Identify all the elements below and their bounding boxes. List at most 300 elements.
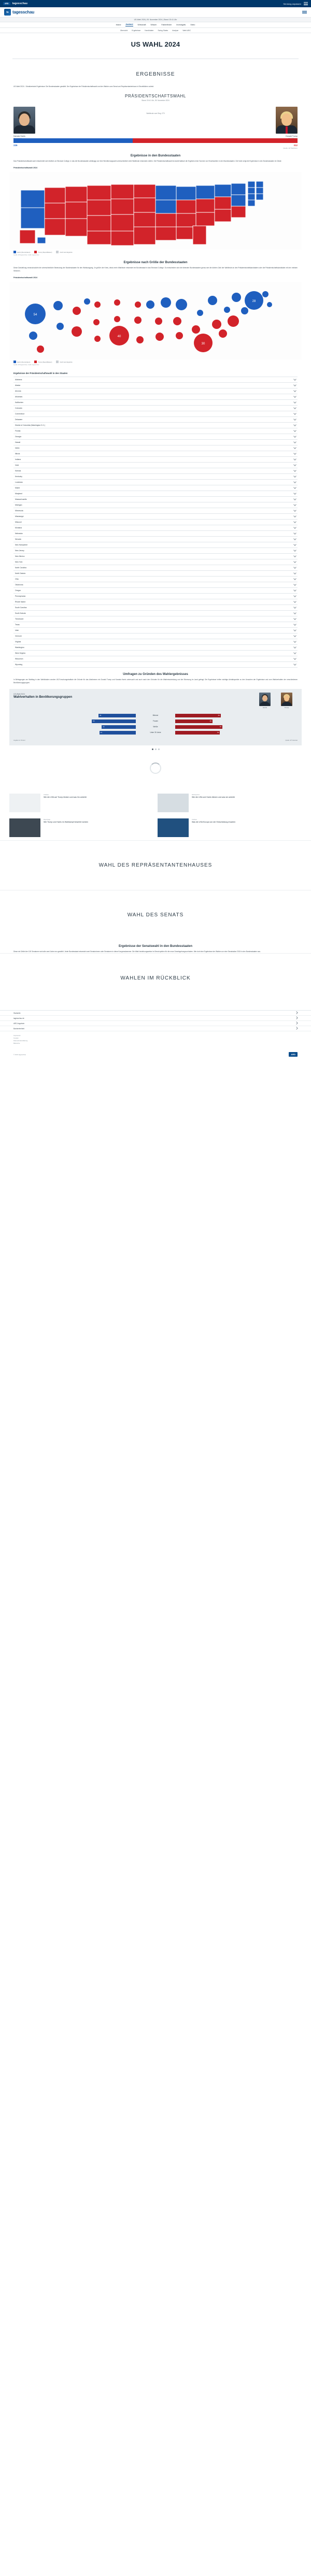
teaser-thumbnail [9, 794, 40, 812]
state-name: New York [15, 561, 23, 564]
state-accordion-item[interactable] [13, 463, 298, 468]
legend-pending-bubble: Noch kein Ergebnis [56, 361, 72, 363]
senate-heading: WAHL DES SENATS [127, 912, 184, 918]
nav-item-ausland[interactable]: Ausland [125, 23, 133, 25]
state-accordion-item[interactable] [13, 388, 298, 394]
state-accordion-item[interactable] [13, 582, 298, 588]
footer-item-ard-angebote[interactable] [0, 1021, 311, 1026]
state-accordion-item[interactable] [13, 377, 298, 383]
state-name: Louisiana [15, 481, 23, 484]
us-map-svg [9, 172, 302, 250]
trump-portrait [276, 107, 298, 134]
state-name: Wyoming [15, 664, 23, 666]
subnav-item-wahl-abc[interactable]: Wahl-ABC [182, 29, 191, 32]
chevron-down-icon [293, 458, 296, 461]
chevron-right-icon [295, 1027, 298, 1030]
poll-bar-category: Unter 30 Jahre [150, 731, 161, 734]
candidate-duel [0, 105, 311, 139]
teaser-card[interactable] [158, 790, 302, 815]
chevron-down-icon [293, 578, 296, 581]
date-strip-text: US-Wahl 2024 | 05. November 2024 | Stand: 20:41 Uhr [134, 19, 177, 21]
chevron-down-icon [293, 412, 296, 415]
poll-text: In Befragungen am Wahltag in den Wahllokalen wurden US-Forschungsinstitute die Gründe für das Abstimmen ein Donald Trump und Kamala Harris untersucht und auch nach den Gründen für die Wahlentscheidung und die Stimmung im Land gefragt. Die Ergebnisse helfen wichtige Anhaltspunkte zu den Ursachen der Ergebnisse und zum Wahlverhalten der verschiedenen Bevölkerungsgruppen. [13, 679, 298, 684]
chevron-down-icon [293, 589, 296, 592]
state-accordion-item[interactable] [13, 542, 298, 548]
poll-bar-chart [13, 713, 298, 736]
results-heading: ERGEBNISSE [136, 71, 175, 77]
svg-text:54: 54 [33, 313, 37, 317]
header-actions [302, 11, 307, 14]
state-name: North Dakota [15, 572, 25, 575]
footer-bottom [0, 1048, 311, 1064]
state-map-section [0, 149, 311, 256]
nav-item-faktenfinder[interactable]: Faktenfinder [161, 24, 172, 26]
poll-bar-value: 54 [217, 731, 219, 734]
bubble-map-section [0, 256, 311, 366]
states-accordion [13, 377, 298, 668]
poll-bar-value: 44 [100, 731, 102, 734]
state-name: Alabama [15, 379, 22, 381]
state-accordion-item[interactable] [13, 531, 298, 537]
subnav-item-kandidaten[interactable]: Kandidaten [145, 29, 154, 32]
house-section [0, 840, 311, 890]
state-accordion-item[interactable] [13, 605, 298, 611]
state-accordion-item[interactable] [13, 662, 298, 668]
state-name: New Hampshire [15, 544, 28, 546]
state-accordion-item[interactable] [13, 628, 298, 634]
state-accordion-item[interactable] [13, 406, 298, 411]
chevron-down-icon [293, 640, 296, 643]
state-accordion-item[interactable] [13, 480, 298, 485]
footer-link-kontakt[interactable]: Kontakt [13, 1037, 19, 1040]
state-accordion-item[interactable] [13, 514, 298, 520]
chevron-down-icon [293, 435, 296, 438]
state-accordion-item[interactable] [13, 520, 298, 525]
footer-link-label: ARD Angebote [13, 1022, 25, 1025]
legend-pending: Noch kein Ergebnis [56, 251, 72, 253]
chevron-down-icon [293, 652, 296, 655]
state-map-legend [0, 250, 311, 253]
chevron-down-icon [293, 543, 296, 546]
chevron-down-icon [293, 503, 296, 507]
poll-heading: Umfragen zu Gründen des Wahlergebnisses [123, 673, 188, 677]
teaser-title: Was die USA Europa von der Entscheidung erwarten [192, 821, 236, 823]
trump-electoral-votes: 312 [293, 143, 298, 147]
state-name: Minnesota [15, 510, 23, 512]
state-map-chart-label: Präsidentschaftswahl 2024 [13, 167, 37, 169]
bubble-map-heading: Ergebnisse nach Größe der Bundesstaaten [123, 261, 188, 265]
state-accordion-item[interactable] [13, 440, 298, 445]
senate-states-block [0, 940, 311, 954]
footer-link-label: Barrierefreiheit [13, 1027, 24, 1030]
topbar-brand-label[interactable]: tagesschau [12, 2, 28, 5]
poll-bar-value: 53 [93, 720, 95, 723]
state-accordion-item[interactable] [13, 445, 298, 451]
state-name: Oklahoma [15, 584, 23, 586]
chevron-down-icon [293, 384, 296, 387]
state-name: Nebraska [15, 533, 23, 535]
state-name: Utah [15, 629, 19, 632]
chevron-down-icon [293, 429, 296, 433]
footer-link-datenschutz[interactable]: Datenschutzerklärung [13, 1040, 28, 1042]
subnav-item-analyse[interactable]: Analyse [172, 29, 179, 32]
state-accordion-item[interactable] [13, 639, 298, 645]
chevron-down-icon [293, 612, 296, 615]
trump-name: Donald Trump [286, 135, 298, 137]
result-bar-labels [13, 144, 298, 147]
carousel-dot-2[interactable] [155, 749, 157, 750]
site-header [0, 7, 311, 18]
state-accordion-item[interactable] [13, 394, 298, 400]
state-name: Mississippi [15, 515, 24, 518]
state-accordion-item[interactable] [13, 645, 298, 651]
senate-states-heading: Ergebnisse der Senatswahl in den Bundesstaaten [118, 944, 193, 948]
state-accordion-item[interactable] [13, 634, 298, 639]
state-accordion-item[interactable] [13, 383, 298, 388]
state-name: Maryland [15, 493, 22, 495]
state-name: Kalifornien [15, 401, 24, 404]
state-accordion-item[interactable] [13, 537, 298, 542]
state-name: Georgia [15, 436, 22, 438]
state-accordion-item[interactable] [13, 434, 298, 440]
state-accordion-item[interactable] [13, 571, 298, 577]
teaser-title: Wie die USA und Harris blicken und was sie antreibt [192, 796, 235, 798]
poll-chart-unit: Angaben in Prozent [13, 739, 25, 741]
state-accordion-item[interactable] [13, 651, 298, 656]
review-heading: WAHLEN IM RÜCKBLICK [120, 975, 191, 982]
footer-link-label: tagesschau.de [13, 1017, 24, 1019]
candidate-harris[interactable] [13, 107, 156, 139]
footer-link-impressum[interactable]: Impressum [13, 1034, 21, 1037]
state-accordion-item[interactable] [13, 497, 298, 502]
results-intro-text: US-Wahl 2024 - Schaltzentrale Ergebnisse: Die Bundesstaaten gewählt. Der Ergebnisse der Präsidentschaftswahl und der Wahlen zum Senat und Repräsentantenhaus in Einzelbildern zuletzt. [13, 85, 154, 88]
state-accordion-item[interactable] [13, 491, 298, 497]
poll-bar-row [13, 724, 298, 730]
poll-bar-category: Frauen [152, 720, 159, 723]
poll-chart-title: Wahlverhalten in Bevölkerungsgruppen [13, 695, 73, 699]
state-name: Indiana [15, 458, 21, 461]
state-accordion-item[interactable] [13, 428, 298, 434]
teaser-kicker: Hintergrund [192, 793, 200, 796]
senate-section [0, 890, 311, 940]
legend-trump-bubble: Trump (Republikaner) [34, 361, 52, 363]
teaser-title: Wie die USA auf Trump blicken und was ihn antreibt [44, 796, 87, 798]
poll-bar-trump [175, 719, 213, 723]
state-accordion-item[interactable] [13, 502, 298, 508]
state-accordion-item[interactable] [13, 417, 298, 423]
chevron-down-icon [293, 538, 296, 541]
state-accordion-item[interactable] [13, 548, 298, 554]
chevron-down-icon [293, 606, 296, 609]
state-accordion-item[interactable] [13, 474, 298, 480]
result-bar-source: Quelle: AP Wahlbüro [283, 147, 298, 149]
chevron-down-icon [293, 418, 296, 421]
poll-bar-value: 57 [219, 726, 222, 728]
bubble-map-source: Quelle: AP/tagesschau, Grafik: tagesschau [13, 364, 39, 366]
teaser-thumbnail [158, 794, 189, 812]
ard-footer-logo[interactable]: ARD [289, 1052, 298, 1057]
footer-item-tagesschau[interactable] [0, 1016, 311, 1021]
carousel-dot-1[interactable] [152, 749, 153, 750]
bubble-map-chart-label: Präsidentschaftswahl 2024 [13, 277, 37, 279]
svg-text:30: 30 [201, 342, 205, 346]
carousel-dot-3[interactable] [158, 749, 160, 750]
teaser-kicker: Analyse [192, 818, 197, 821]
state-name: Rhode Island [15, 601, 25, 603]
state-accordion-item[interactable] [13, 611, 298, 616]
state-map-text: Das Präsidentschaftswahl-amt entscheidet sich letztlich an Electoral College, in das die Bundesstaaten abhängig von ihrer Bevölkerungszahl unterschiedlich viele Wahlleute entsenden dürfen. Die Präsidentschaftswahl ist damit faktisch die Ergebnis einer Summe von Einzelwahlen in den Bundesstaaten. Die Karte zeigt die Ergebnisse in den Bundesstaaten im Detail. [13, 160, 282, 162]
harris-name: Kamala Harris [13, 135, 25, 137]
chevron-right-icon [295, 1016, 298, 1019]
chevron-down-icon [293, 509, 296, 512]
subnav-item-ergebnisse[interactable]: Ergebnisse [132, 29, 141, 32]
senate-states-section [0, 940, 311, 954]
poll-chart-kicker: US-Wahl 2024 [13, 693, 25, 695]
harris-portrait [13, 107, 35, 134]
teaser-card[interactable] [9, 790, 153, 815]
state-name: Ohio [15, 578, 19, 581]
nav-item-wirtschaft[interactable]: Wirtschaft [137, 24, 146, 26]
hamburger-icon[interactable] [302, 11, 307, 14]
chevron-down-icon [293, 600, 296, 603]
state-name: South Dakota [15, 612, 26, 615]
state-name: Kansas [15, 470, 21, 472]
ard-logo[interactable]: ARD [3, 2, 10, 5]
chevron-down-icon [293, 526, 296, 529]
utility-topbar [0, 0, 311, 7]
chevron-down-icon [293, 378, 296, 381]
state-accordion-item[interactable] [13, 594, 298, 599]
topbar-right [284, 2, 308, 5]
state-accordion-item[interactable] [13, 565, 298, 571]
menu-icon[interactable] [304, 2, 308, 5]
state-name: Arkansas [15, 396, 23, 398]
state-name: New Mexico [15, 555, 25, 558]
tagesschau-mark-icon: ts [4, 9, 11, 16]
poll-chart-source: Quelle: AP VoteCast [285, 739, 298, 741]
state-accordion-item[interactable] [13, 423, 298, 428]
sub-navigation [0, 28, 311, 33]
state-name: Michigan [15, 504, 22, 507]
legend-trump: Trump (Republikaner) [34, 251, 52, 253]
poll-bar-row [13, 730, 298, 736]
footer-link-bildrechte[interactable]: Bildrechte [13, 1042, 20, 1045]
poll-bar-harris [102, 725, 136, 729]
poll-bar-trump [175, 725, 222, 729]
poll-bar-harris [100, 731, 136, 735]
footer-item-startseite[interactable] [0, 1011, 311, 1016]
loading-spinner-icon [150, 762, 161, 774]
us-bubble-map[interactable] [9, 282, 302, 359]
state-name: North Carolina [15, 567, 26, 569]
chevron-down-icon [293, 481, 296, 484]
state-accordion-item[interactable] [13, 400, 298, 406]
state-map-text-block [0, 149, 311, 163]
chevron-down-icon [293, 447, 296, 450]
electoral-result-bar [13, 138, 298, 143]
teaser-row-1 [9, 790, 302, 815]
poll-chart-panel[interactable] [9, 689, 302, 745]
chevron-down-icon [293, 595, 296, 598]
states-accordion-section [0, 366, 311, 668]
svg-text:28: 28 [252, 300, 256, 304]
state-accordion-item[interactable] [13, 508, 298, 514]
legend-harris-bubble: Harris (Demokraten) [13, 361, 30, 363]
chevron-down-icon [293, 646, 296, 649]
result-bar-trump [133, 138, 298, 143]
chevron-down-icon [293, 663, 296, 666]
state-name: Hawaii [15, 441, 21, 444]
chevron-down-icon [293, 555, 296, 558]
teaser-row-2 [9, 815, 302, 840]
state-accordion-item[interactable] [13, 525, 298, 531]
state-name: Vermont [15, 635, 22, 638]
poll-chart-footer [13, 740, 298, 741]
site-footer [0, 1010, 311, 1064]
teaser-thumbnail [9, 818, 40, 837]
results-section [0, 64, 311, 89]
subnav-item-swing-states[interactable]: Swing States [158, 29, 168, 32]
chevron-down-icon [293, 395, 296, 398]
teaser-thumbnail [158, 818, 189, 837]
state-name: Connecticut [15, 413, 24, 415]
bubble-map-text: Diese Darstellung veranschaulicht die unterschiedliche Bedeutung der Bundesstaaten für den Wahlausgang. Je größer der Kreis, desto mehr Wahlleute entsendet ein Bundesstaat in das Electoral College. So entscheiden sich die kleinsten Bundesstaaten genau wie die dichten Zahl der Wahlleute an den Präsidentschaftskandidaten oder die Präsidentschaftskandidatin mit den meisten Stimmen. [13, 267, 298, 272]
state-name: District of Columbia (Washington D.C.) [15, 424, 46, 427]
main-navigation [0, 22, 311, 28]
subnav-item-uebersicht[interactable]: Übersicht [120, 29, 128, 32]
presidential-section [0, 89, 311, 149]
state-name: New Jersey [15, 550, 24, 552]
footer-links [0, 1031, 311, 1048]
poll-bar-value: 41 [103, 726, 105, 728]
chevron-down-icon [293, 572, 296, 575]
state-accordion-item[interactable] [13, 451, 298, 457]
teaser-kicker: Reportage [44, 818, 51, 821]
state-accordion-item[interactable] [13, 656, 298, 662]
chevron-down-icon [293, 629, 296, 632]
nav-item-video[interactable]: Video [190, 24, 195, 26]
footer-item-barrierefreiheit[interactable] [0, 1026, 311, 1031]
trump-mini-portrait [281, 693, 292, 706]
state-name: Virginia [15, 641, 21, 643]
site-logo[interactable] [4, 9, 34, 16]
nav-item-inland[interactable]: Inland [116, 24, 121, 26]
chevron-down-icon [293, 515, 296, 518]
chevron-down-icon [293, 475, 296, 478]
state-name: Massachusetts [15, 498, 27, 501]
chevron-down-icon [293, 390, 296, 393]
bubble-map-text-block [0, 256, 311, 272]
electoral-threshold-note: Wahlleute zum Sieg: 270 [146, 112, 165, 114]
state-accordion-item[interactable] [13, 457, 298, 463]
us-bubble-map-svg [9, 282, 302, 359]
state-map-source: Quelle: AP/tagesschau, Grafik: tagesschau [13, 254, 39, 256]
state-name: Texas [15, 624, 20, 626]
results-intro-block [0, 80, 311, 89]
state-accordion-item[interactable] [13, 599, 298, 605]
chevron-down-icon [293, 469, 296, 472]
poll-bar-trump [175, 714, 221, 717]
chevron-down-icon [293, 617, 296, 621]
state-name: Illinois [15, 453, 20, 455]
state-name: Missouri [15, 521, 22, 524]
teaser-title: Wie Trump und Harris im Wahlkampf bewertet werden [44, 821, 89, 823]
poll-chart-portraits [13, 693, 298, 709]
state-accordion-item[interactable] [13, 622, 298, 628]
nav-item-wissen[interactable]: Wissen [150, 24, 157, 26]
svg-text:40: 40 [117, 335, 121, 339]
loading-area [0, 750, 311, 786]
chevron-down-icon [293, 583, 296, 586]
state-name: Nevada [15, 538, 21, 541]
chevron-down-icon [293, 464, 296, 467]
state-name: Washington [15, 646, 24, 649]
site-title: tagesschau [12, 10, 35, 15]
state-accordion-item[interactable] [13, 468, 298, 474]
poll-bar-value: 45 [209, 720, 211, 723]
state-accordion-item[interactable] [13, 411, 298, 417]
legend-harris: Harris (Demokraten) [13, 251, 30, 253]
state-accordion-item[interactable] [13, 577, 298, 582]
us-choropleth-map[interactable] [9, 172, 302, 250]
poll-bar-category: Männer [152, 714, 159, 717]
candidate-trump[interactable] [156, 107, 298, 139]
state-accordion-item[interactable] [13, 485, 298, 491]
teaser-section [0, 786, 311, 840]
state-name: Montana [15, 527, 22, 529]
poll-bar-row [13, 713, 298, 718]
chevron-down-icon [293, 657, 296, 660]
state-name: Idaho [15, 447, 20, 450]
state-accordion-item[interactable] [13, 554, 298, 559]
presidential-timestamp: Stand: 20:41 Uhr, 05. November 2024 [142, 99, 169, 102]
state-name: Oregon [15, 589, 21, 592]
state-name: Wisconsin [15, 658, 23, 660]
presidential-heading: PRÄSIDENTSCHAFTSWAHL [125, 93, 186, 98]
footer-link-label: Startseite [13, 1012, 21, 1014]
state-name: South Carolina [15, 607, 27, 609]
chevron-down-icon [293, 486, 296, 490]
harris-electoral-votes: 226 [13, 143, 18, 147]
page-title: US WAHL 2024 [131, 40, 180, 48]
chevron-down-icon [293, 560, 296, 564]
house-heading: WAHL DES REPRÄSENTANTENHAUSES [98, 862, 213, 868]
poll-bar-harris [98, 714, 136, 717]
state-name: Maine [15, 487, 20, 490]
state-accordion-item[interactable] [13, 559, 298, 565]
nav-item-investigativ[interactable]: Investigativ [176, 24, 186, 26]
trump-mini-label: Trump [284, 706, 289, 709]
adjust-broadcast-link[interactable]: Sendung anpassen [283, 2, 301, 5]
chevron-down-icon [293, 549, 296, 552]
state-map-heading: Ergebnisse in den Bundesstaaten [130, 154, 181, 157]
state-name: Pennsylvania [15, 595, 26, 598]
teaser-card[interactable] [9, 815, 153, 840]
chevron-down-icon [293, 452, 296, 455]
chevron-down-icon [293, 407, 296, 410]
poll-bar-value: 45 [100, 714, 102, 717]
state-accordion-item[interactable] [13, 588, 298, 594]
chevron-down-icon [293, 635, 296, 638]
state-name: Iowa [15, 464, 19, 467]
state-name: Alaska [15, 384, 21, 387]
result-bar-harris [13, 138, 133, 143]
harris-mini-label: Harris [263, 706, 267, 709]
state-accordion-item[interactable] [13, 616, 298, 622]
harris-mini-portrait [259, 693, 271, 706]
teaser-card[interactable] [158, 815, 302, 840]
chevron-right-icon [295, 1021, 298, 1025]
